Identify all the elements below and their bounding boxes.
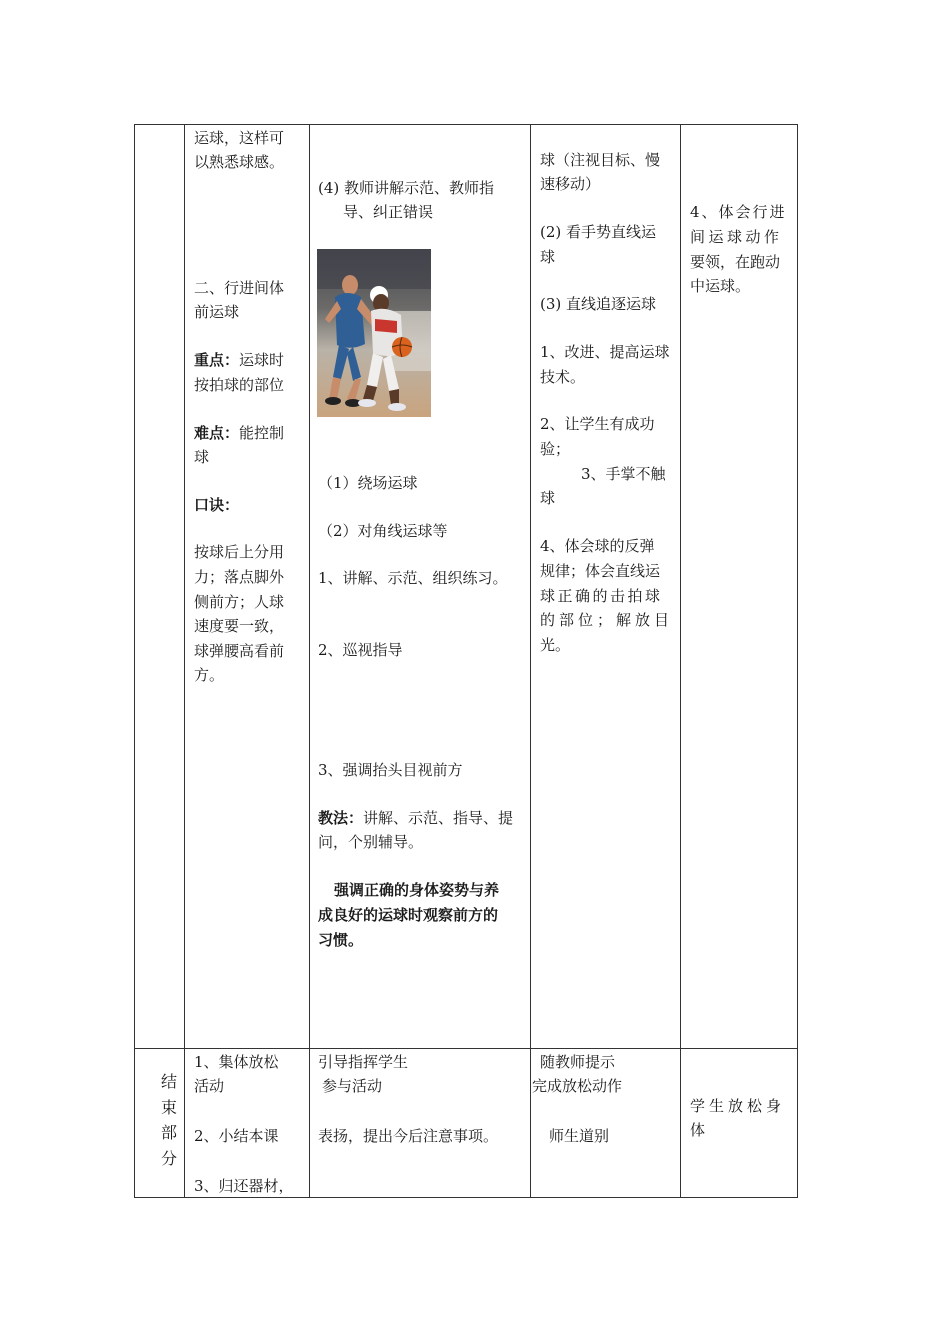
ending-goal: 学生放松身: [690, 1097, 786, 1115]
teacher-text: 1、讲解、示范、组织练习。: [318, 569, 508, 587]
mnemonic-text: 速度要一致，: [194, 617, 285, 635]
basketball-dribble-image: [317, 249, 431, 417]
difficulty-label: 难点：: [194, 424, 240, 442]
col-border-1: [134, 124, 135, 1198]
emphasis-text: 强调正确的身体姿势与养: [334, 881, 500, 899]
ending-teacher: 引导指挥学生: [318, 1053, 409, 1071]
teacher-text: （1）绕场运球: [318, 474, 418, 492]
section-label-char: 束: [160, 1097, 177, 1117]
col-border-3: [309, 124, 310, 1198]
difficulty-text: 球: [194, 448, 210, 466]
student-text: 规律；体会直线运: [540, 562, 661, 580]
student-text: 光。: [540, 636, 571, 654]
student-text: 验；: [540, 440, 571, 458]
ending-goal: 体: [690, 1121, 706, 1139]
mnemonic-text: 球弹腰高看前: [194, 642, 285, 660]
content-text: 运球，这样可: [194, 129, 285, 147]
method-text: 讲解、示范、指导、提: [363, 809, 514, 827]
section-label-char: 分: [160, 1148, 177, 1168]
emphasis-text: 习惯。: [318, 931, 364, 949]
student-text: 球（注视目标、慢: [540, 151, 661, 169]
section-heading: 二、行进间体: [194, 279, 285, 297]
mnemonic-text: 方。: [194, 666, 225, 684]
emphasis-text: 成良好的运球时观察前方的: [318, 906, 499, 924]
ending-student: 随教师提示: [540, 1053, 616, 1071]
key-point-text: 运球时: [239, 351, 285, 369]
method-text: 问，个别辅导。: [318, 833, 424, 851]
student-text: 球: [540, 248, 556, 266]
method: [318, 806, 513, 831]
mnemonic-text: 按球后上分用: [194, 543, 285, 561]
col-border-4: [530, 124, 531, 1198]
teacher-text: 3、强调抬头目视前方: [318, 761, 463, 779]
col-border-2: [184, 124, 185, 1198]
ending-teacher: 参与活动: [322, 1077, 383, 1095]
student-text: 球正确的击拍球: [540, 587, 663, 605]
col-border-6: [797, 124, 798, 1198]
row-divider: [134, 1048, 798, 1049]
goal-text: 中运球。: [690, 277, 751, 295]
ending-student: 完成放松动作: [532, 1077, 623, 1095]
mnemonic-label: 口诀：: [194, 496, 240, 514]
ending-teacher: 表扬，提出今后注意事项。: [318, 1127, 499, 1145]
mnemonic-text: 侧前方；人球: [194, 593, 285, 611]
section-label-char: 结: [160, 1072, 177, 1091]
section-heading: 前运球: [194, 303, 240, 321]
student-text: 1、改进、提高运球: [540, 343, 670, 361]
student-text: (3) 直线追逐运球: [540, 295, 657, 313]
student-text: 速移动）: [540, 175, 601, 193]
student-text: 技术。: [540, 368, 586, 386]
section-label-char: 部: [160, 1123, 177, 1142]
student-text: 的部位；解放目: [540, 611, 674, 629]
student-text: (2) 看手势直线运: [540, 223, 657, 241]
section-label: [159, 1069, 179, 1171]
content-text: 以熟悉球感。: [194, 153, 285, 171]
key-point: [194, 348, 284, 373]
ending-student: 师生道别: [549, 1127, 610, 1145]
student-text: 4、体会球的反弹: [540, 537, 655, 555]
difficulty-text: 能控制: [239, 424, 285, 442]
teacher-text: 2、巡视指导: [318, 641, 403, 659]
key-point-text: 按拍球的部位: [194, 376, 285, 394]
basketball-photo: [317, 249, 431, 417]
goal-text: 要领，在跑动: [690, 253, 781, 271]
student-text: 球: [540, 489, 556, 507]
ending-content: 活动: [194, 1077, 225, 1095]
method-label: 教法：: [318, 809, 364, 827]
student-text: 3、手掌不触: [581, 465, 666, 483]
table-top-border: [134, 124, 798, 125]
goal-text: 间运球动作: [690, 228, 783, 246]
key-point-label: 重点：: [194, 351, 240, 369]
teacher-text: 导、纠正错误: [343, 203, 434, 221]
student-text: 2、让学生有成功: [540, 415, 655, 433]
goal-text: 4、体会行进: [690, 203, 787, 221]
ending-content: 2、小结本课: [194, 1127, 279, 1145]
ending-content: 1、集体放松: [194, 1053, 279, 1071]
col-border-5: [680, 124, 681, 1198]
difficulty: [194, 421, 284, 446]
teacher-text: （2）对角线运球等: [318, 522, 448, 540]
teacher-text: (4) 教师讲解示范、教师指: [318, 179, 495, 197]
mnemonic-text: 力；落点脚外: [194, 568, 285, 586]
ending-content: 3、归还器材，: [194, 1177, 294, 1195]
